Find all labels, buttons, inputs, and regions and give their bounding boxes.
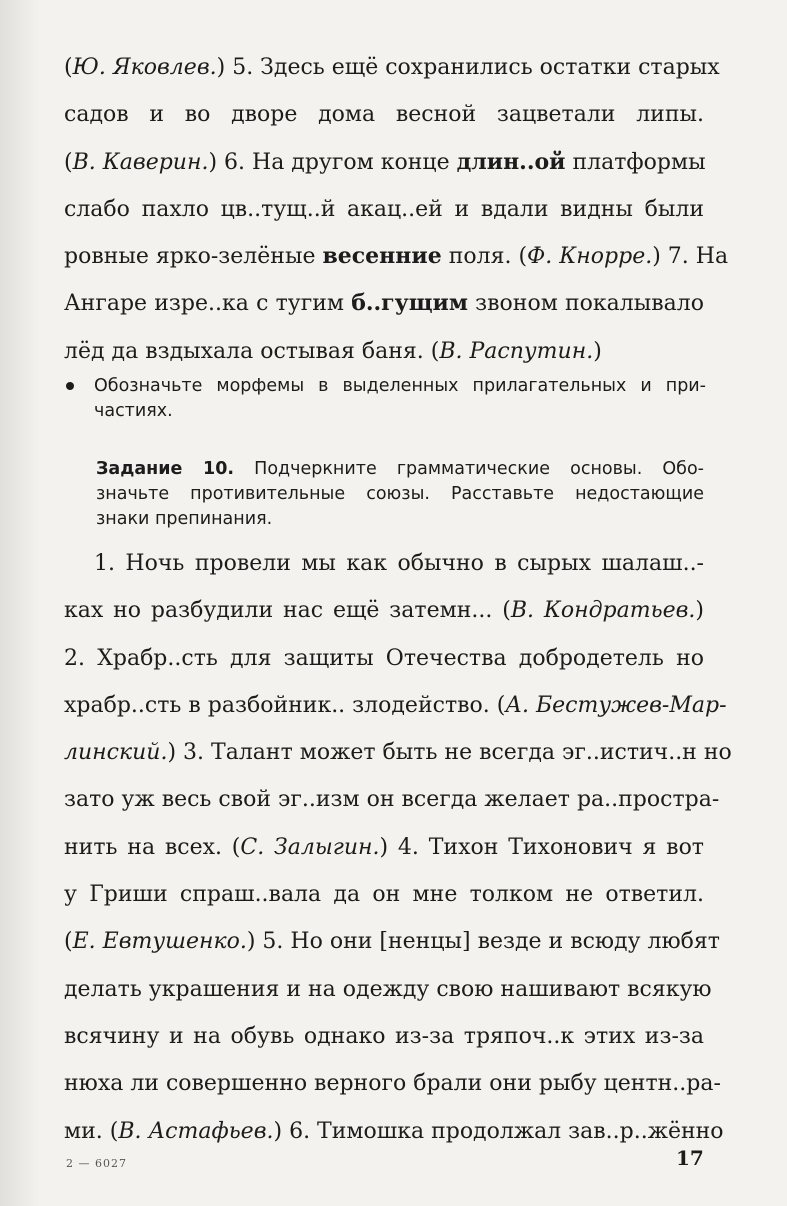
text-line — [64, 233, 729, 280]
text-fragment: Ангаре изре..ка с тугим — [64, 291, 352, 317]
text-line — [64, 91, 704, 138]
text-fragment: ) 5. Но они [ненцы] везде и всюду любят — [246, 929, 720, 955]
author-citation: Ю. Яковлев. — [72, 55, 217, 80]
text-fragment: ) 6. На другом конце — [208, 149, 457, 175]
text-fragment: ) 7. На — [652, 244, 729, 270]
bullet-line: частиях. — [94, 401, 173, 421]
text-line — [64, 918, 720, 965]
text-line — [64, 871, 704, 918]
task-instructions — [96, 482, 704, 532]
page-number: 17 — [676, 1146, 704, 1170]
text-fragment: ми. ( — [64, 1118, 119, 1144]
text-fragment: ) — [695, 598, 704, 624]
text-fragment: поля. ( — [441, 244, 528, 270]
text-fragment: нить на всех. ( — [64, 834, 241, 860]
bullet-line: Обозначьте морфемы в выделенных прилагательных и при- — [94, 376, 706, 396]
author-citation: С. Залыгин. — [240, 834, 380, 860]
task-label: Задание 10. — [96, 459, 235, 479]
text-line — [64, 540, 704, 587]
text-line — [64, 776, 720, 823]
exercise-text-top — [64, 44, 729, 375]
text-fragment: ) 4. Тихон Тихонович я вот — [379, 834, 704, 860]
text-fragment: лёд да вздыхала остывая баня. ( — [64, 338, 440, 364]
text-fragment: садов и во дворе дома весной зацветали липы. — [64, 102, 704, 128]
text-line — [64, 328, 704, 375]
text-line — [64, 729, 732, 776]
text-fragment: слабо пахло цв..тущ..й акац..ей и вдали видны были — [64, 196, 704, 222]
author-citation: В. Каверин. — [72, 149, 209, 175]
text-fragment: 2. Храбр..сть для защиты Отечества добродетель но — [64, 645, 704, 671]
bullet-text — [94, 374, 706, 424]
text-fragment: нюха ли совершенно верного брали они рыбу центн..ра- — [64, 1071, 721, 1097]
text-line — [64, 186, 704, 233]
binding-shadow — [0, 0, 40, 1206]
text-line — [64, 1013, 704, 1060]
text-line — [64, 682, 727, 729]
author-citation: линский. — [64, 740, 168, 766]
text-fragment: платформы — [565, 149, 706, 175]
bullet-icon — [66, 382, 74, 390]
task-line: значьте противительные союзы. Расставьте недостающие — [96, 484, 704, 504]
task-heading — [96, 457, 704, 482]
exercise-text-task10 — [64, 540, 732, 1155]
text-fragment: у Гриши спраш..вала да он мне толком не ответил. — [64, 882, 704, 908]
text-line — [64, 824, 704, 871]
text-fragment: всячину и на обувь однако из-за тряпоч..к этих из-за — [64, 1023, 704, 1049]
author-citation: В. Распутин. — [439, 338, 594, 364]
highlighted-word: б..гущим — [351, 290, 468, 317]
task-line: знаки препинания. — [96, 509, 273, 529]
author-citation: А. Бестужев-Мар- — [505, 692, 727, 718]
text-fragment: делать украшения и на одежду свою нашивают всякую — [64, 976, 712, 1002]
text-fragment: ) 6. Тимошка продолжал зав..р..жённо — [273, 1118, 724, 1144]
task-text: Подчеркните грамматические основы. Обо- — [234, 459, 704, 479]
text-fragment: зато уж весь свой эг..изм он всегда желает ра..простра- — [64, 787, 720, 813]
highlighted-word: весенние — [322, 243, 442, 270]
print-code: 2 — 6027 — [66, 1157, 127, 1170]
text-line: (Ю. Яковлев.) 5. Здесь ещё сохранились остатки старых — [64, 55, 720, 80]
text-line — [64, 635, 704, 682]
text-fragment: звоном покалывало — [467, 291, 704, 317]
text-fragment: ровные ярко-зелёные — [64, 244, 323, 270]
text-fragment: 1. Ночь провели мы как обычно в сырых шалаш..- — [94, 551, 704, 576]
text-fragment: ) 5. Здесь ещё сохранились остатки старых — [216, 55, 720, 80]
text-fragment: ках но разбудили нас ещё затемн... ( — [64, 598, 511, 624]
task-line — [96, 457, 704, 482]
text-line — [64, 1108, 724, 1155]
text-line — [64, 587, 704, 634]
highlighted-word: длин..ой — [456, 148, 566, 175]
text-fragment: ) — [593, 338, 602, 364]
text-line — [64, 966, 712, 1013]
author-citation: В. Астафьев. — [118, 1118, 274, 1144]
text-line — [64, 1060, 721, 1107]
bullet-instruction — [66, 374, 706, 424]
text-fragment: храбр..сть в разбойник.. злодейство. ( — [64, 692, 506, 718]
author-citation: Е. Евтушенко. — [72, 929, 247, 955]
author-citation: Ф. Кнорре. — [527, 244, 653, 270]
text-fragment: ) 3. Талант может быть не всегда эг..истич..н но — [167, 740, 732, 766]
text-line: (В. Каверин.) 6. На другом конце длин..ой платформы — [64, 148, 706, 175]
author-citation: В. Кондратьев. — [510, 598, 696, 624]
text-line — [64, 280, 704, 327]
text-fragment: ( — [64, 929, 73, 955]
